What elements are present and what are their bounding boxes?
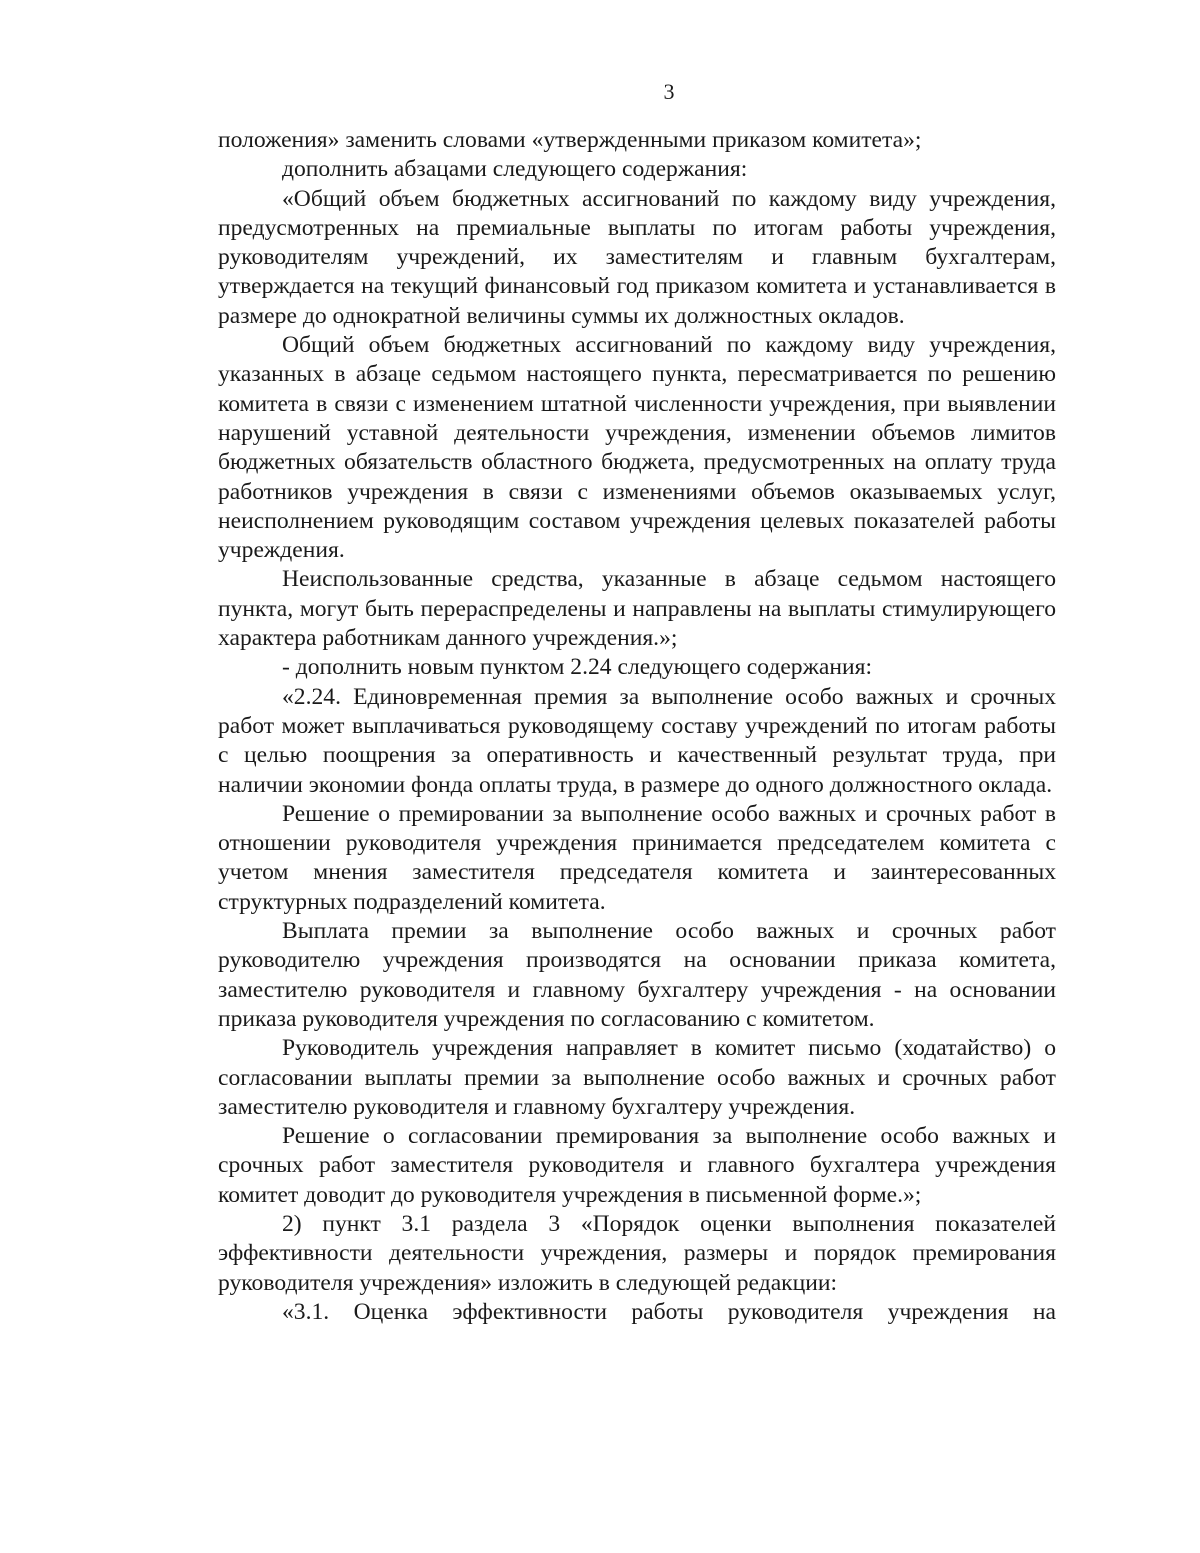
document-body bbox=[218, 126, 1056, 1327]
paragraph: 2) пункт 3.1 раздела 3 «Порядок оценки выполнения показателей эффективности деятельности учреждения, размеры и порядок премирования руководителя учреждения» изложить в следующей редакции: bbox=[218, 1210, 1056, 1296]
paragraph: Общий объем бюджетных ассигнований по каждому виду учреждения, указанных в абзаце седьмом настоящего пункта, пересматривается по решению комитета в связи с изменением штатной численности учреждения, при выявлении нарушений уставной деятельности учреждения, изменении объемов лимитов бюджетных обязательств областного бюджета, предусмотренных на оплату труда работников учреждения в связи с изменениями объемов оказываемых услуг, неисполнением руководящим составом учреждения целевых показателей работы учреждения. bbox=[218, 332, 1056, 564]
paragraph: Выплата премии за выполнение особо важных и срочных работ руководителю учреждения производятся на основании приказа комитета, заместителю руководителя и главному бухгалтеру учреждения - на основании приказа руководителя учреждения по согласованию с комитетом. bbox=[218, 918, 1056, 1032]
paragraph: Неиспользованные средства, указанные в абзаце седьмом настоящего пункта, могут быть перераспределены и направлены на выплаты стимулирующего характера работникам данного учреждения.»; bbox=[218, 566, 1056, 652]
page-number: 3 bbox=[663, 79, 675, 104]
paragraph: - дополнить новым пунктом 2.24 следующего содержания: bbox=[282, 654, 873, 681]
paragraph: «2.24. Единовременная премия за выполнение особо важных и срочных работ может выплачиваться руководящему составу учреждений по итогам работы с целью поощрения за оперативность и качественный результат труда, при наличии экономии фонда оплаты труда, в размере до одного должностного оклада. bbox=[218, 683, 1056, 798]
paragraph: Руководитель учреждения направляет в комитет письмо (ходатайство) о согласовании выплаты премии за выполнение особо важных и срочных работ заместителю руководителя и главному бухгалтеру учреждения. bbox=[218, 1035, 1056, 1120]
paragraph-continuation: положения» заменить словами «утвержденными приказом комитета»; bbox=[218, 127, 922, 153]
paragraph: «Общий объем бюджетных ассигнований по каждому виду учреждения, предусмотренных на премиальные выплаты по итогам работы учреждения, руководителям учреждений, их заместителям и главным бухгалтерам, утверждается на текущий финансовый год приказом комитета и устанавливается в размере до однократной величины суммы их должностных окладов. bbox=[218, 185, 1056, 329]
paragraph: дополнить абзацами следующего содержания: bbox=[282, 156, 748, 183]
paragraph-continues-next-page: «3.1. Оценка эффективности работы руководителя учреждения на bbox=[282, 1298, 1056, 1325]
paragraph: Решение о премировании за выполнение особо важных и срочных работ в отношении руководителя учреждения принимается председателем комитета с учетом мнения заместителя председателя комитета и заинтересованных структурных подразделений комитета. bbox=[218, 800, 1056, 915]
paragraph: Решение о согласовании премирования за выполнение особо важных и срочных работ заместителя руководителя и главного бухгалтера учреждения комитет доводит до руководителя учреждения в письменной форме.»; bbox=[218, 1123, 1056, 1208]
